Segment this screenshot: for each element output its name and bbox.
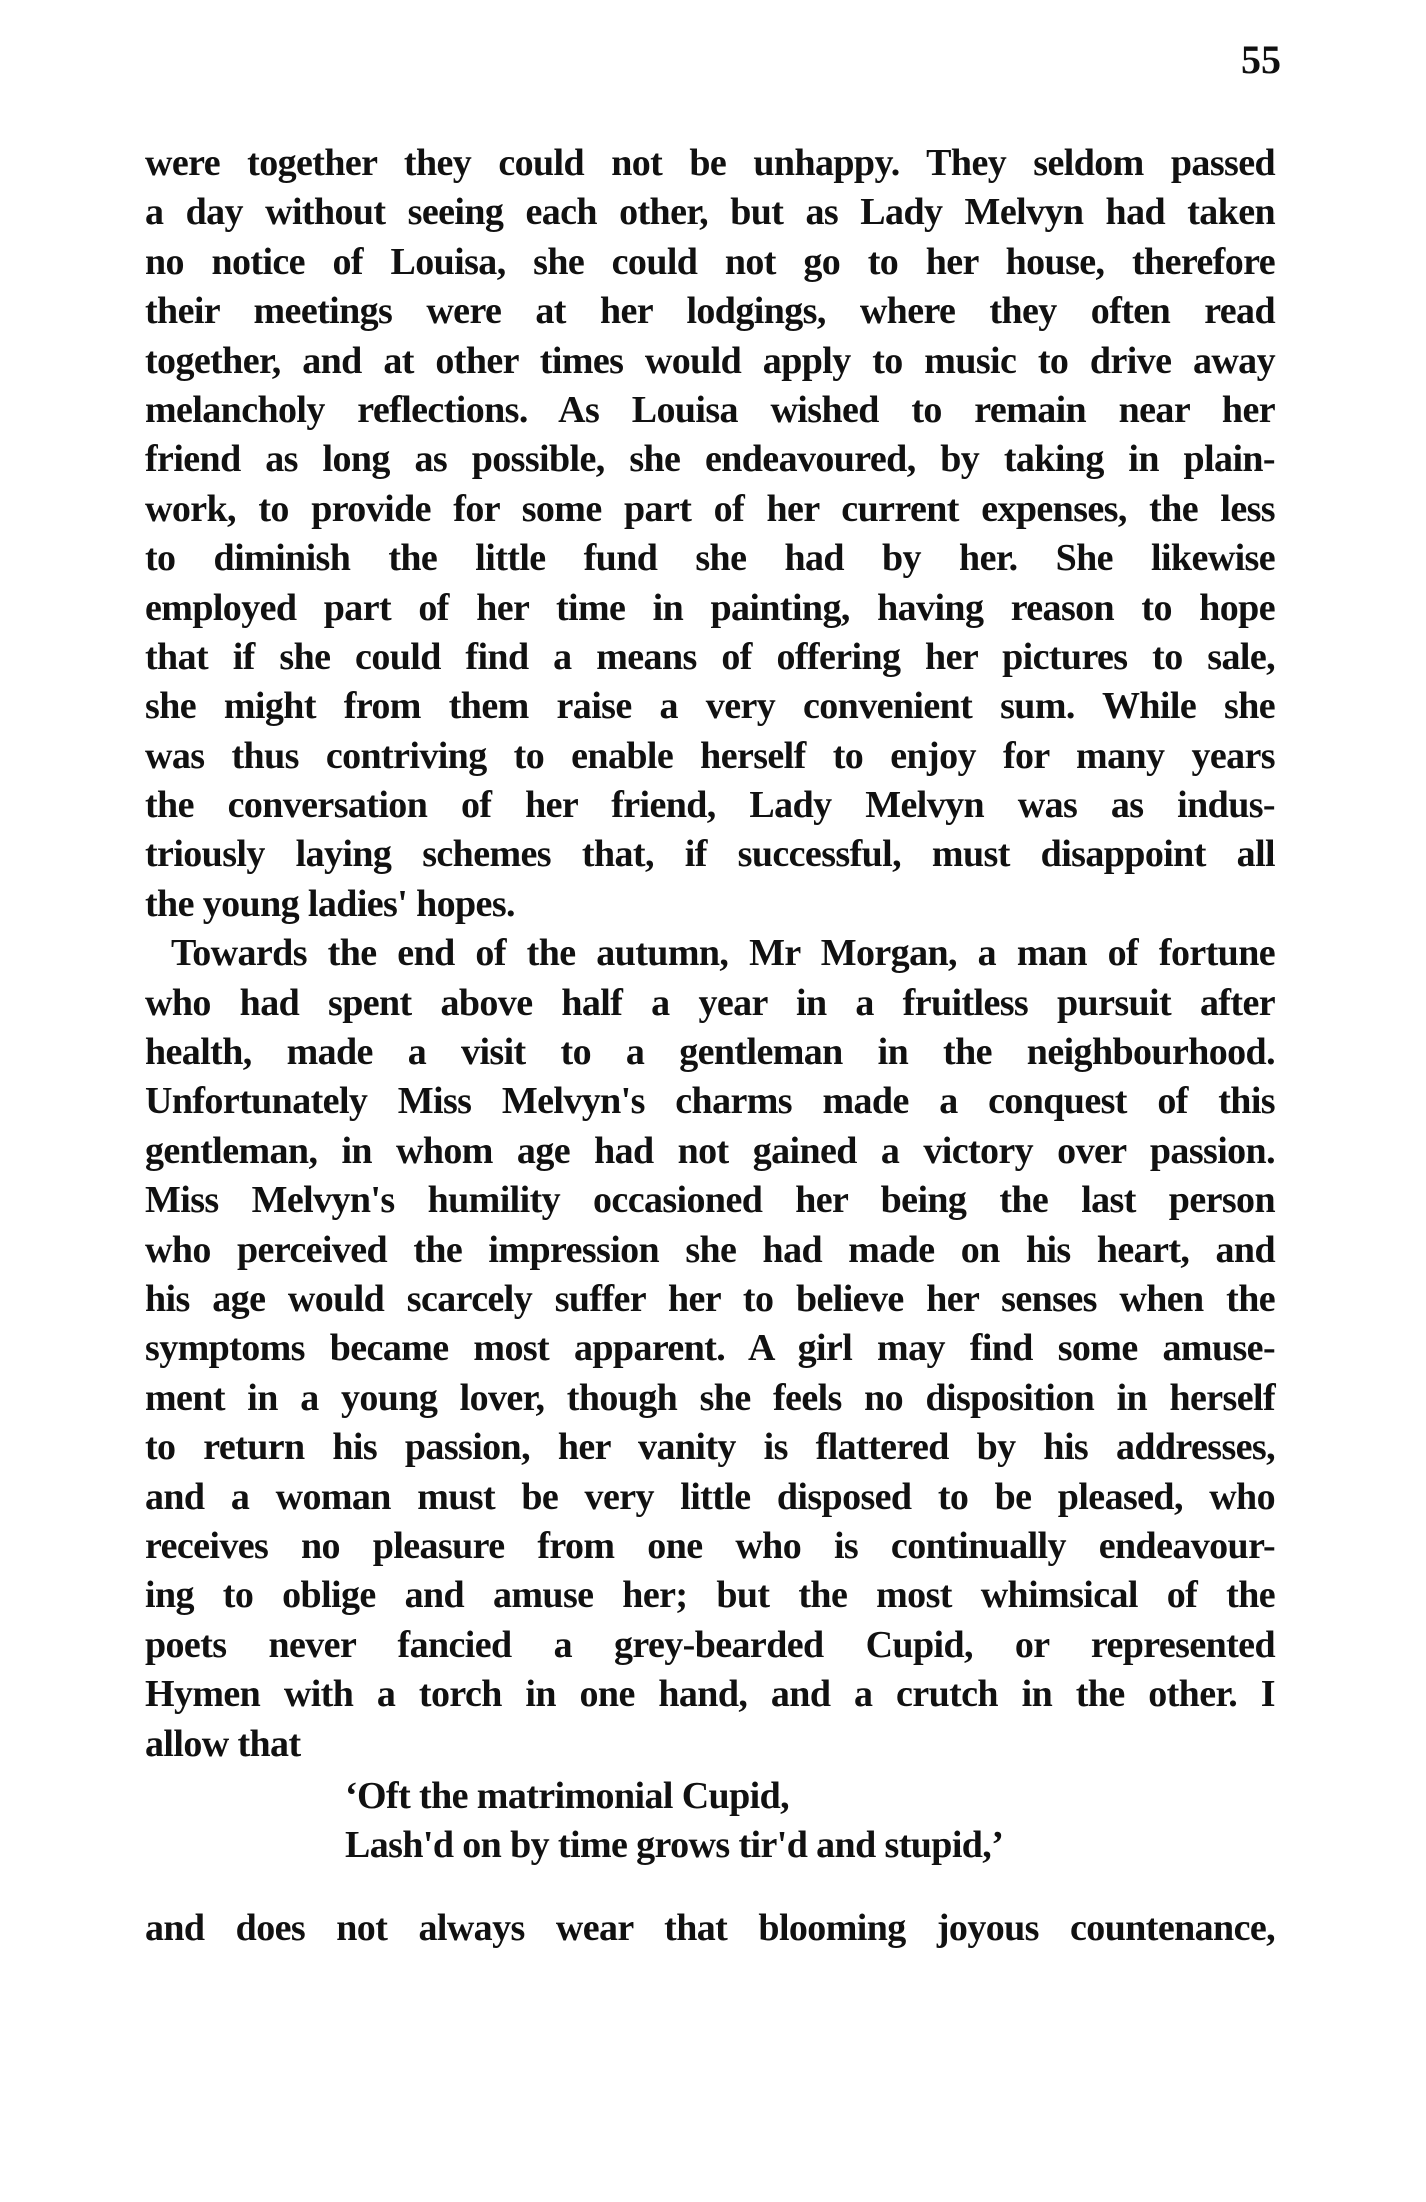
text-line: together, and at other times would apply to music to drive away [145,339,1275,382]
text-line: who had spent above half a year in a fruitless pursuit after [145,981,1275,1024]
text-line: Miss Melvyn's humility occasioned her being the last person [145,1179,1275,1222]
text-line: to return his passion, her vanity is flattered by his addresses, [145,1426,1275,1469]
text-line: melancholy reflections. As Louisa wished to remain near her [145,388,1275,431]
text-line: and a woman must be very little disposed to be pleased, who [145,1475,1275,1518]
text-line: were together they could not be unhappy. They seldom passed [145,142,1275,184]
text-line: his age would scarcely suffer her to believe her senses when the [145,1277,1275,1320]
text-line: no notice of Louisa, she could not go to her house, therefore [145,240,1275,283]
text-line: poets never fancied a grey-bearded Cupid, or represented [145,1623,1275,1666]
body-text [145,139,1275,1769]
text-line: who perceived the impression she had made on his heart, and [145,1228,1275,1271]
text-line: allow that [145,1722,301,1765]
text-line: ing to oblige and amuse her; but the most whimsical of the [145,1574,1275,1617]
text-line: Unfortunately Miss Melvyn's charms made a conquest of this [145,1080,1275,1123]
paragraph-2 [145,929,1275,1769]
text-line: the young ladies' hopes. [145,882,515,925]
text-line: and does not always wear that blooming joyous countenance, [145,1907,1275,1949]
text-line: employed part of her time in painting, having reason to hope [145,586,1275,629]
text-line: friend as long as possible, she endeavoured, by taking in plain- [145,438,1275,481]
text-line: health, made a visit to a gentleman in the neighbourhood. [145,1031,1275,1074]
text-line: work, to provide for some part of her current expenses, the less [145,487,1275,530]
text-line: was thus contriving to enable herself to enjoy for many years [145,734,1275,777]
text-line: a day without seeing each other, but as Lady Melvyn had taken [145,191,1275,234]
verse-line: ‘Oft the matrimonial Cupid, [345,1775,790,1817]
text-line: triously laying schemes that, if successful, must disappoint all [145,833,1275,876]
text-line: symptoms became most apparent. A girl may find some amuse- [145,1327,1275,1370]
text-line: receives no pleasure from one who is continually endeavour- [145,1524,1275,1567]
verse-quote [345,1772,1003,1871]
text-line: to diminish the little fund she had by her. She likewise [145,537,1275,580]
text-line: Towards the end of the autumn, Mr Morgan, a man of fortune [171,932,1275,975]
verse-line: Lash'd on by time grows tir'd and stupid,’ [345,1824,1004,1867]
text-line: ment in a young lover, though she feels no disposition in herself [145,1376,1275,1419]
text-line: she might from them raise a very convenient sum. While she [145,685,1275,728]
text-line: gentleman, in whom age had not gained a victory over passion. [145,1129,1275,1172]
text-line: their meetings were at her lodgings, where they often read [145,290,1275,333]
text-line: the conversation of her friend, Lady Melvyn was as indus- [145,784,1275,827]
text-line: Hymen with a torch in one hand, and a crutch in the other. I [145,1673,1275,1716]
continuation-paragraph [145,1904,1275,1953]
text-line: that if she could find a means of offering her pictures to sale, [145,635,1275,678]
page-number: 55 [1241,37,1281,82]
paragraph-1 [145,139,1275,929]
